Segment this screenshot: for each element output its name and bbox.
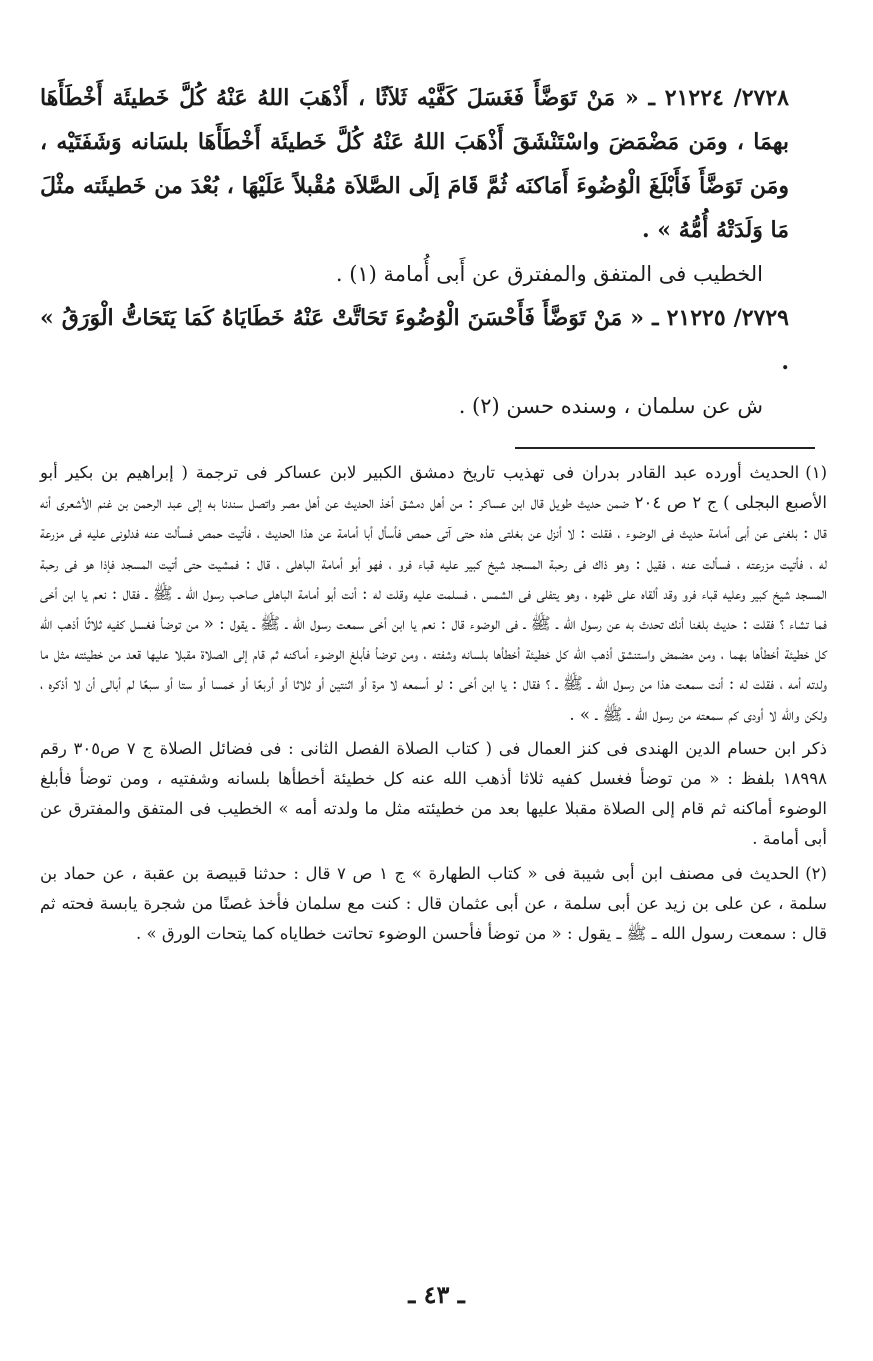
hadith-number: ٢٧٢٩/ ٢١٢٢٥ ـ bbox=[652, 305, 789, 331]
hadith-text: « مَنْ تَوَضَّأَ فَأَحْسَنَ الْوُضُوءَ تَحَاتَّتْ عَنْهُ خَطَايَاهُ كَمَا يَتَحَاتُّ الْوَرَقُ » . bbox=[40, 305, 789, 375]
hadith-paragraph bbox=[40, 296, 789, 384]
footnotes bbox=[40, 458, 827, 953]
footnote bbox=[40, 458, 827, 855]
footnote-text: الحديث أورده عبد القادر بدران فى تهذيب تاريخ دمشق الكبير لابن عساكر فى ترجمة ( إبراهيم بن بكير أبو الأصبع البجلى ) ج ٢ ص ٢٠٤ ضمن حديث طويل قال ابن عساكر : من أهل دمشق أخذ الحديث عن أهل مصر واتصل سندنا به إلى عبد الرحمن بن غنم الأشعرى أنه قال : بلغنى عن أبى أمامة حديث فى الوضوء ، فقلت : لا أنزل عن بغلتى هذه حتى آتى حمص فأسأل أبا أمامة عن هذا الحديث ، فأتيت حمص فسألت عنه فدلونى عليه فى مزرعة له ، فأتيت مزرعته ، فسألت عنه ، فقيل : وهو ذاك فى رحبة المسجد شيخ كبير عليه قباء فرو ، فهو أبو أمامة الباهلى ، قال : فمشيت حتى أتيت المسجد فإذا هو فى رحبة المسجد شيخ كبير وعليه قباء فرو وقد ألقاه على ظهره ، وهو يتفلى فى الشمس ، فسلمت عليه وقلت له : أنت أبو أمامة الباهلى صاحب رسول الله ـ ﷺ ـ فقال : نعم يا ابن أخى فما تشاء ؟ فقلت : حديث بلغنا أنك تحدث به عن رسول الله ـ ﷺ ـ فى الوضوء قال : نعم يا ابن أخى سمعت رسول الله ـ ﷺ ـ يقول : « من توضأ فغسل كفيه ثلاثًا أذهب الله كل خطيئة أخطأها بهما ، ومن مضمض واستنشق أذهب الله كل خطيئة أخطأها بلسانه وشفته ، ومن توضأ فأبلغ الوضوء أماكنه ثم قام إلى الصلاة مقبلا عليها قعد من خطيئته مثل ما ولدته أمه ، فقلت له : أنت سمعت هذا من رسول الله ـ ﷺ ـ ؟ فقال : يا ابن أخى : لو أسمعه لا مرة أو اثنتين أو ثلاثا أو أربعًا أو خمسا أو ستا أو سبعًا لم أبالى أن لا أذكره ، ولكن والله لا أودى كم سمعته من رسول الله ـ ﷺ ـ » . bbox=[40, 463, 827, 724]
footnote-marker: (٢) bbox=[805, 863, 827, 883]
hadith-paragraph bbox=[40, 76, 789, 252]
page-number: ـ ٤٣ ـ bbox=[408, 1280, 465, 1309]
hadith-source: الخطيب فى المتفق والمفترق عن أَبى أُمامة (١) . bbox=[335, 262, 763, 286]
hadith-entry bbox=[40, 76, 789, 296]
footnote-paragraph bbox=[40, 458, 827, 730]
hadith-entry bbox=[40, 296, 789, 428]
hadith-text: « مَنْ تَوَضَّأَ فَغَسَلَ كَفَّيْه ثَلاَثًا ، أَذْهَبَ اللهُ عَنْهُ كُلَّ خَطيئَة أَخْطَأَهَا بهمَا ، ومَن مَضْمَضَ واسْتَنْشَقَ أَذْهَبَ اللهُ عَنْهُ كُلَّ خَطيئَة أَخْطَأَهَا بلسَانه وَشَفَتَيْه ، ومَن تَوَضَّأَ فَأَبْلَغَ الْوُضُوءَ أَمَاكنَه ثُمَّ قَامَ إلَى الصَّلاَة مُقْبلاً عَلَيْهَا ، بُعْدَ من خَطيئَته مثْلَ مَا وَلَدَتْهُ أُمُّهُ » . bbox=[40, 85, 789, 243]
hadith-source: ش عن سلمان ، وسنده حسن (٢) . bbox=[458, 394, 763, 418]
footnote-paragraph bbox=[40, 859, 827, 950]
footnote-text: الحديث فى مصنف ابن أبى شيبة فى « كتاب الطهارة » ج ١ ص ٧ قال : حدثنا قبيصة بن عقبة ، عن حماد بن سلمة ، عن على بن زيد عن أبى سلمة ، عن أبى عثمان قال : كنت مع سلمان فأخذ غصنًا من شجرة يابسة فحته ثم قال : سمعت رسول الله ـ ﷺ ـ يقول : « من توضأ فأحسن الوضوء تحاتت خطاياه كما يتحات الورق » . bbox=[40, 863, 827, 944]
footnote-separator bbox=[515, 447, 815, 449]
hadith-number: ٢٧٢٨/ ٢١٢٢٤ ـ bbox=[648, 85, 789, 111]
main-text bbox=[40, 76, 789, 428]
footnote-marker: (١) bbox=[805, 463, 827, 482]
footnote bbox=[40, 859, 827, 950]
footnote-paragraph: ذكر ابن حسام الدين الهندى فى كنز العمال فى ( كتاب الصلاة الفصل الثانى : فى فضائل الصلاة ج ٧ ص٣٠٥ رقم ١٨٩٩٨ بلفظ : « من توضأ فغسل كفيه ثلاثا أذهب الله عنه كل خطيئة أخطأها بلسانه وشفتيه ، ومن توضأ فأبلغ الوضوء أماكنه ثم قام إلى الصلاة مقبلا عليها بعد من خطيئته مثل ما ولدته أمه » الخطيب فى المتفق والمفترق عن أبى أمامة . bbox=[40, 738, 827, 849]
